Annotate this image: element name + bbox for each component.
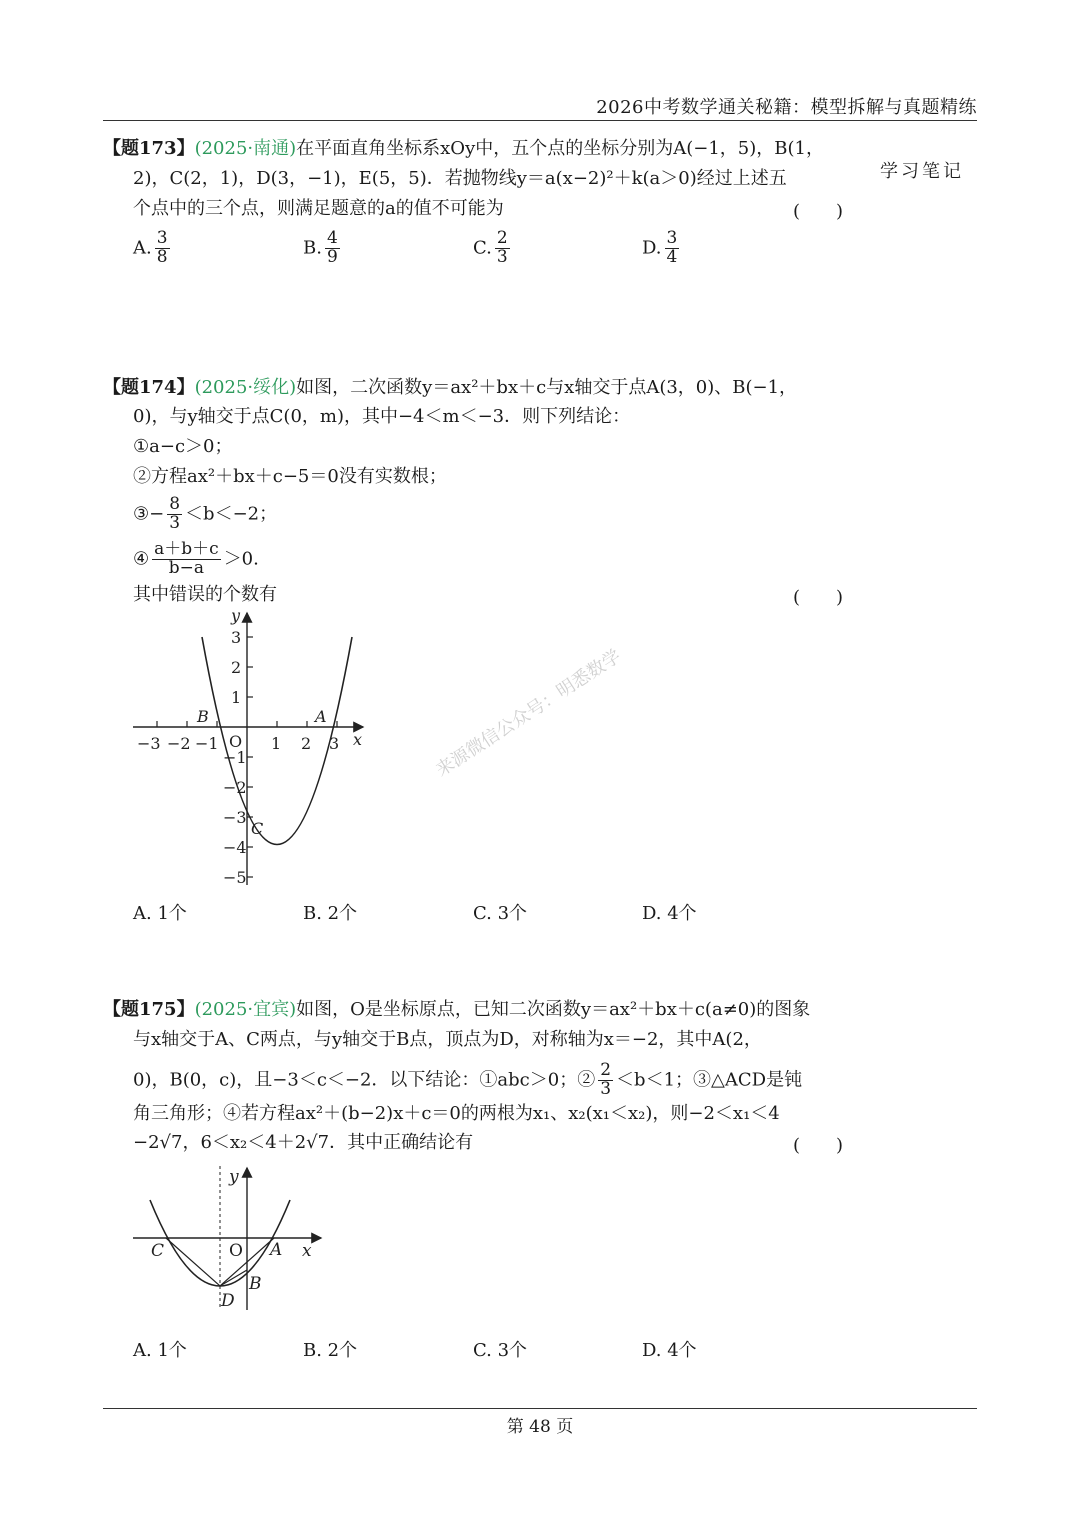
q175-point-a-label: A: [270, 1240, 283, 1260]
q174-statement-3: ③− $\frac{8}{3}$ ＜b＜−2；: [133, 494, 278, 533]
q174-y-tick-neg4: −4: [223, 838, 247, 857]
q175-answer-paren: ( ): [793, 1135, 844, 1156]
q175-x-axis-label: x: [302, 1241, 312, 1261]
q174-x-axis-label: x: [353, 730, 363, 749]
q173-option-b[interactable]: B. $\frac{4}{9}$: [303, 228, 338, 267]
q174-y-tick-1: 1: [231, 688, 242, 707]
q173-line2: 2)，C(2，1)，D(3，−1)，E(5，5)．若抛物线y＝a(x−2)²＋k(a＞0)经过上述五: [133, 168, 787, 189]
q174-point-b-label: B: [197, 707, 209, 726]
q175-point-d-label: D: [221, 1291, 235, 1311]
q173-line1: 在平面直角坐标系xOy中，五个点的坐标分别为A(−1，5)，B(1，: [296, 138, 824, 159]
q175-line5: −2√7，6＜x₂＜4＋2√7．其中正确结论有: [133, 1132, 474, 1153]
header-rule: [103, 120, 977, 121]
q174-x-tick-1: 1: [271, 734, 282, 753]
q175-source: (2025·宜宾): [194, 999, 297, 1020]
q174-x-tick-2: 2: [301, 734, 312, 753]
q174-source: (2025·绥化): [194, 377, 297, 398]
q175-origin-label: O: [229, 1241, 243, 1261]
q173-option-d[interactable]: D. $\frac{3}{4}$: [642, 228, 678, 267]
q174-x-tick-neg3: −3: [137, 734, 161, 753]
q175-line3: 0)，B(0，c)，且−3＜c＜−2．以下结论：①abc＞0；② $\frac{2}{3}$ ＜b＜1；③△ACD是钝: [133, 1060, 803, 1099]
page-number: 第 48 页: [506, 1417, 574, 1437]
q174-y-axis-label: y: [231, 606, 241, 625]
q175-line4: 角三角形；④若方程ax²＋(b−2)x＋c＝0的两根为x₁、x₂(x₁＜x₂)，则−2＜x₁＜4: [133, 1103, 780, 1124]
q174-y-tick-2: 2: [231, 658, 242, 677]
q175-point-b-label: B: [249, 1274, 262, 1294]
q173-answer-paren: ( ): [793, 201, 844, 222]
q174-y-tick-neg5: −5: [223, 868, 247, 887]
q174-point-a-label: A: [315, 707, 327, 726]
footer-rule: [103, 1408, 977, 1409]
q173-option-a[interactable]: A. $\frac{3}{8}$: [133, 228, 168, 267]
q174-y-tick-neg2: −2: [223, 778, 247, 797]
q175-number: 【题175】: [103, 999, 195, 1020]
q175-parabola-graph: [125, 1160, 335, 1315]
q174-parabola-graph: [125, 605, 375, 890]
q174-point-c-label: C: [251, 819, 264, 838]
q174-origin-label: O: [229, 732, 243, 751]
q175-option-d[interactable]: D. 4个: [642, 1340, 697, 1361]
q174-x-tick-neg1: −1: [195, 734, 219, 753]
q174-option-a[interactable]: A. 1个: [133, 903, 187, 924]
page-header-title: 2026中考数学通关秘籍：模型拆解与真题精练: [596, 97, 977, 118]
q175-y-axis-label: y: [229, 1167, 239, 1187]
q174-statement-1: ①a−c＞0；: [133, 436, 233, 457]
q174-option-c[interactable]: C. 3个: [473, 903, 528, 924]
q174-y-tick-neg3: −3: [223, 808, 247, 827]
q174-answer-paren: ( ): [793, 587, 844, 608]
q174-x-tick-neg2: −2: [167, 734, 191, 753]
q175-line2: 与x轴交于A、C两点，与y轴交于B点，顶点为D，对称轴为x＝−2，其中A(2，: [133, 1029, 762, 1050]
q173-line3: 个点中的三个点，则满足题意的a的值不可能为: [133, 198, 504, 219]
watermark: 来源微信公众号：明悉数学: [432, 645, 625, 781]
q174-question: 其中错误的个数有: [133, 584, 277, 605]
q173-number: 【题173】: [103, 138, 195, 159]
q175-option-b[interactable]: B. 2个: [303, 1340, 358, 1361]
q174-option-d[interactable]: D. 4个: [642, 903, 697, 924]
q174-line2: 0)，与y轴交于点C(0，m)，其中−4＜m＜−3．则下列结论：: [133, 406, 631, 427]
q175-parabola-curve: [150, 1200, 290, 1286]
q174-number: 【题174】: [103, 377, 195, 398]
q174-line1: 如图，二次函数y＝ax²＋bx＋c与x轴交于点A(3，0)、B(−1，: [296, 377, 798, 398]
q175-point-c-label: C: [151, 1241, 165, 1261]
q173-option-c[interactable]: C. $\frac{2}{3}$: [473, 228, 508, 267]
q174-x-tick-3: 3: [329, 734, 340, 753]
q173-source: (2025·南通): [194, 138, 297, 159]
q174-statement-4: ④ $\frac{a+b+c}{b-a}$ ＞0.: [133, 539, 259, 578]
q174-y-tick-neg1: −1: [223, 748, 247, 767]
q174-option-b[interactable]: B. 2个: [303, 903, 358, 924]
q174-statement-2: ②方程ax²＋bx＋c−5＝0没有实数根；: [133, 466, 447, 487]
side-note-label: 学习笔记: [880, 161, 964, 182]
q175-option-a[interactable]: A. 1个: [133, 1340, 187, 1361]
q175-option-c[interactable]: C. 3个: [473, 1340, 528, 1361]
q175-line1: 如图，O是坐标原点，已知二次函数y＝ax²＋bx＋c(a≠0)的图象: [296, 999, 811, 1020]
q174-y-tick-3: 3: [231, 628, 242, 647]
